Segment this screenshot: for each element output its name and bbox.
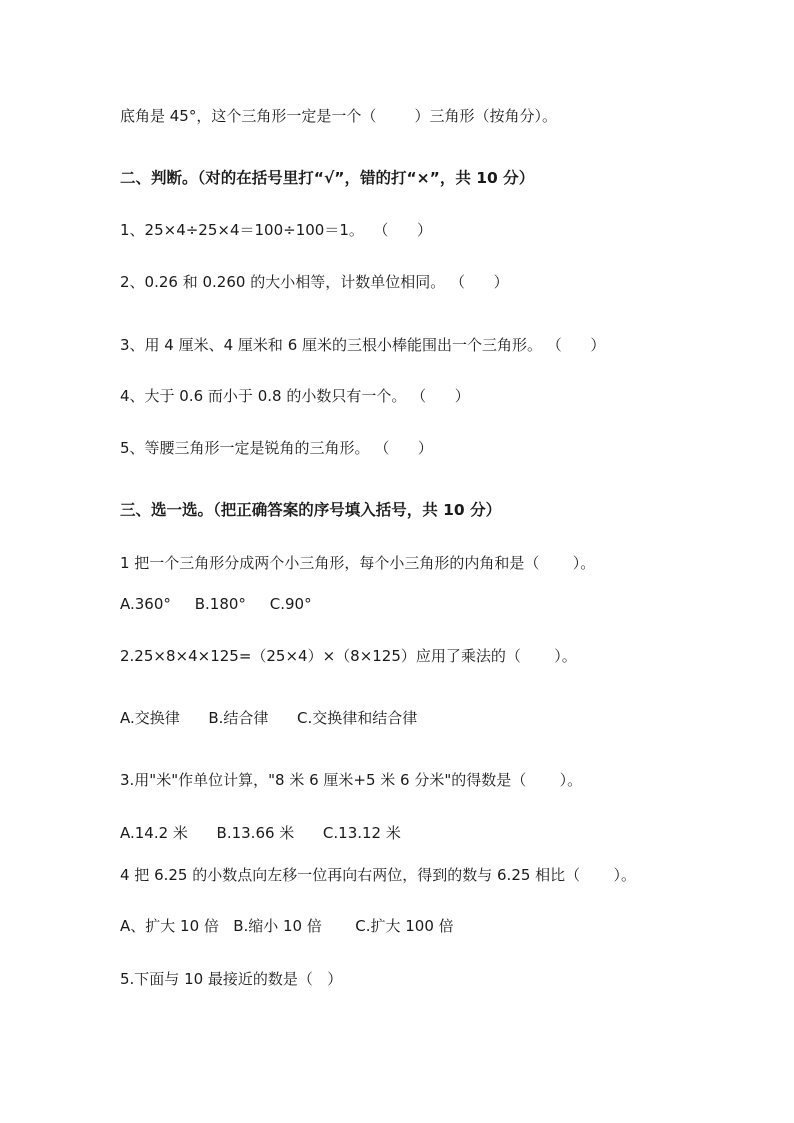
choice-options-4: A、扩大 10 倍 B.缩小 10 倍 C.扩大 100 倍 — [120, 917, 454, 935]
choice-question-3: 3.用"米"作单位计算，"8 米 6 厘米+5 米 6 分米"的得数是（ ）。 — [120, 771, 583, 789]
section-heading-judgment: 二、判断。（对的在括号里打“√”，错的打“×”，共 10 分） — [120, 169, 535, 187]
section-heading-choice: 三、选一选。（把正确答案的序号填入括号，共 10 分） — [120, 501, 502, 519]
choice-question-5: 5.下面与 10 最接近的数是（ ） — [120, 970, 343, 988]
choice-question-1: 1 把一个三角形分成两个小三角形，每个小三角形的内角和是（ ）。 — [120, 554, 596, 572]
choice-question-4: 4 把 6.25 的小数点向左移一位再向右两位，得到的数与 6.25 相比（ ）。 — [120, 866, 637, 884]
choice-options-1: A.360° B.180° C.90° — [120, 595, 312, 613]
judgment-item-2: 2、0.26 和 0.260 的大小相等，计数单位相同。 （ ） — [120, 273, 509, 291]
choice-options-2: A.交换律 B.结合律 C.交换律和结合律 — [120, 709, 418, 727]
judgment-item-4: 4、大于 0.6 而小于 0.8 的小数只有一个。 （ ） — [120, 387, 470, 405]
judgment-item-1: 1、25×4÷25×4＝100÷100＝1。 （ ） — [120, 221, 433, 239]
choice-question-2: 2.25×8×4×125=（25×4）×（8×125）应用了乘法的（ ）。 — [120, 647, 577, 665]
choice-options-3: A.14.2 米 B.13.66 米 C.13.12 米 — [120, 824, 401, 842]
judgment-item-3: 3、用 4 厘米、4 厘米和 6 厘米的三根小棒能围出一个三角形。 （ ） — [120, 336, 606, 354]
question-fragment: 底角是 45°，这个三角形一定是一个（ ）三角形（按角分）。 — [120, 107, 558, 125]
judgment-item-5: 5、等腰三角形一定是锐角的三角形。 （ ） — [120, 439, 433, 457]
